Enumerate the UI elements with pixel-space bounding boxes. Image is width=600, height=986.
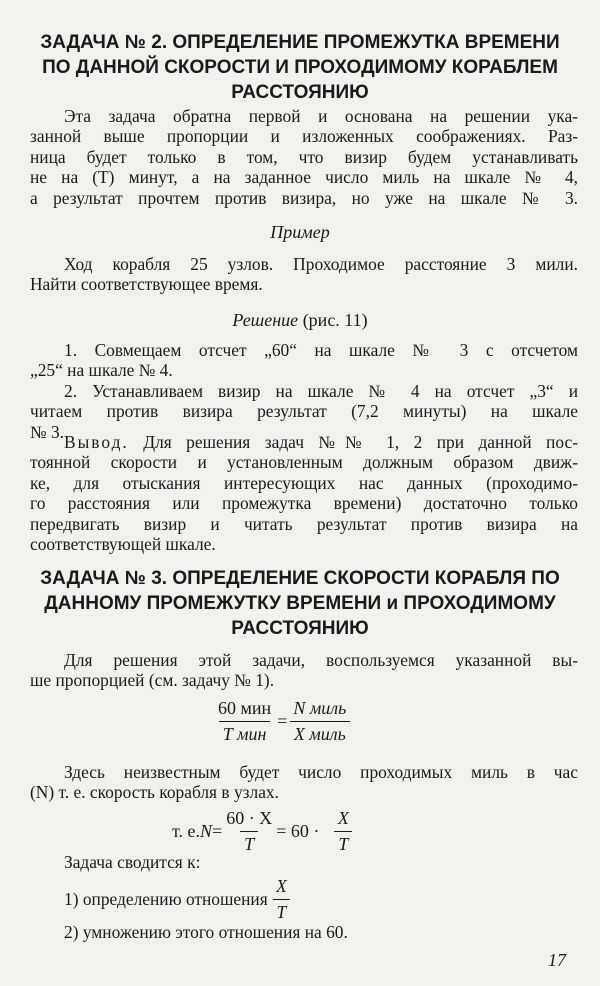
text-line: Задача сводится к: [64, 852, 201, 872]
text-line: а результат прочтем против визира, но уже на шкале № 3. [30, 187, 578, 208]
step-line: „25“ на шкале № 4. [30, 360, 173, 381]
fraction-numerator: 60 мин [218, 698, 272, 718]
conclusion-text: Для решения задач №№ 1, 2 при данной пос- [128, 432, 578, 452]
text-line: ше пропорцией (см. задачу № 1). [30, 670, 275, 691]
fraction-60x-over-t [222, 808, 276, 855]
heading-line: РАССТОЯНИЮ [231, 82, 369, 103]
fraction-numerator: X [276, 876, 287, 896]
solution-steps [30, 340, 578, 442]
item-1 [64, 876, 291, 923]
task3-heading [20, 566, 580, 641]
text-line: ница будет только в том, что визир будем устанавливать [30, 146, 578, 167]
heading-line: ДАННОМУ ПРОМЕЖУТКУ ВРЕМЕНИ и ПРОХОДИМОМУ [44, 593, 556, 614]
fraction-numerator: 60 · X [226, 808, 273, 828]
fraction-miles [289, 698, 350, 745]
text-line: Эта задача обратна первой и основана на решении ука- [64, 106, 578, 126]
step-line: № 3. [30, 421, 64, 442]
equals-sign: = [212, 821, 223, 841]
task2-heading [20, 30, 580, 105]
page-number: 17 [548, 950, 566, 970]
step-line: 2. Устанавливаем визир на шкале № 4 на отсчет „3“ и [64, 380, 578, 401]
fraction-minutes [214, 698, 275, 745]
example-title: Пример [270, 222, 330, 242]
text-line: (N) т. е. скорость корабля в узлах. [30, 782, 279, 803]
heading-line: ПО ДАННОЙ СКОРОСТИ И ПРОХОДИМОМУ КОРАБЛЕМ [42, 57, 558, 78]
text-line: Здесь неизвестным будет число проходимых миль в час [64, 762, 578, 782]
example-paragraph [30, 254, 578, 295]
task2-intro-paragraph [30, 106, 578, 208]
text-line: не на (T) минут, а на заданное число миль на шкале № 4, [30, 167, 578, 188]
text-line [30, 432, 578, 452]
item-1-text: 1) определению отношения [64, 889, 273, 909]
fraction-denominator: T [273, 899, 291, 923]
text-line: передвигать визир и читать результат против визира на [30, 513, 578, 534]
text-line: тоянной скорости и установленным должным образом движ- [30, 452, 578, 473]
fraction-numerator: X [337, 808, 349, 828]
step-line: читаем против визира результат (7,2 минуты) на шкале [30, 401, 578, 422]
fraction-denominator: T [240, 831, 258, 855]
formula-prefix: т. е. [172, 821, 201, 841]
fraction-denominator: X миль [290, 721, 350, 745]
text-line: Для решения этой задачи, воспользуемся указанной вы- [64, 650, 578, 670]
text-line: соответствующей шкале. [30, 534, 216, 555]
step-line: 1. Совмещаем отсчет „60“ на шкале № 3 с отсчетом [64, 340, 578, 360]
explanation-paragraph [30, 762, 578, 803]
heading-line: ЗАДАЧА № 3. ОПРЕДЕЛЕНИЕ СКОРОСТИ КОРАБЛЯ ПО [40, 568, 560, 589]
text-line: Ход корабля 25 узлов. Проходимое расстояние 3 мили. [64, 254, 578, 274]
text-line: ке, для отыскания интересующих нас данных (проходимо- [30, 472, 578, 493]
speed-formula [172, 808, 353, 855]
formula-middle: = 60 · [276, 821, 324, 841]
conclusion-paragraph [30, 432, 578, 554]
fraction-x-over-t [272, 876, 291, 923]
text-line: занной выше пропорции и изложенных соображениях. Раз- [30, 126, 578, 147]
heading-line: РАССТОЯНИЮ [231, 618, 369, 639]
conclusion-label: Вывод. [64, 432, 129, 452]
equals-sign: = [277, 711, 288, 731]
proportion-formula [214, 698, 350, 745]
text-line: Найти соответствующее время. [30, 274, 263, 295]
formula-variable: N [200, 821, 213, 841]
task3-intro-paragraph [30, 650, 578, 691]
fraction-x-over-t [334, 808, 353, 855]
heading-line: ЗАДАЧА № 2. ОПРЕДЕЛЕНИЕ ПРОМЕЖУТКА ВРЕМЕНИ [40, 32, 560, 53]
solution-figure-ref: (рис. 11) [298, 310, 368, 330]
reduces-to-line [30, 852, 578, 872]
fraction-denominator: T мин [219, 721, 271, 745]
text-line: го расстояния или промежутка времени) достаточно только [30, 493, 578, 514]
solution-label: Решение [232, 310, 299, 330]
solution-title [0, 310, 600, 331]
fraction-denominator: T [334, 831, 352, 855]
text-line: 2) умножению этого отношения на 60. [64, 922, 348, 942]
item-2 [30, 922, 578, 942]
fraction-numerator: N миль [293, 698, 347, 718]
